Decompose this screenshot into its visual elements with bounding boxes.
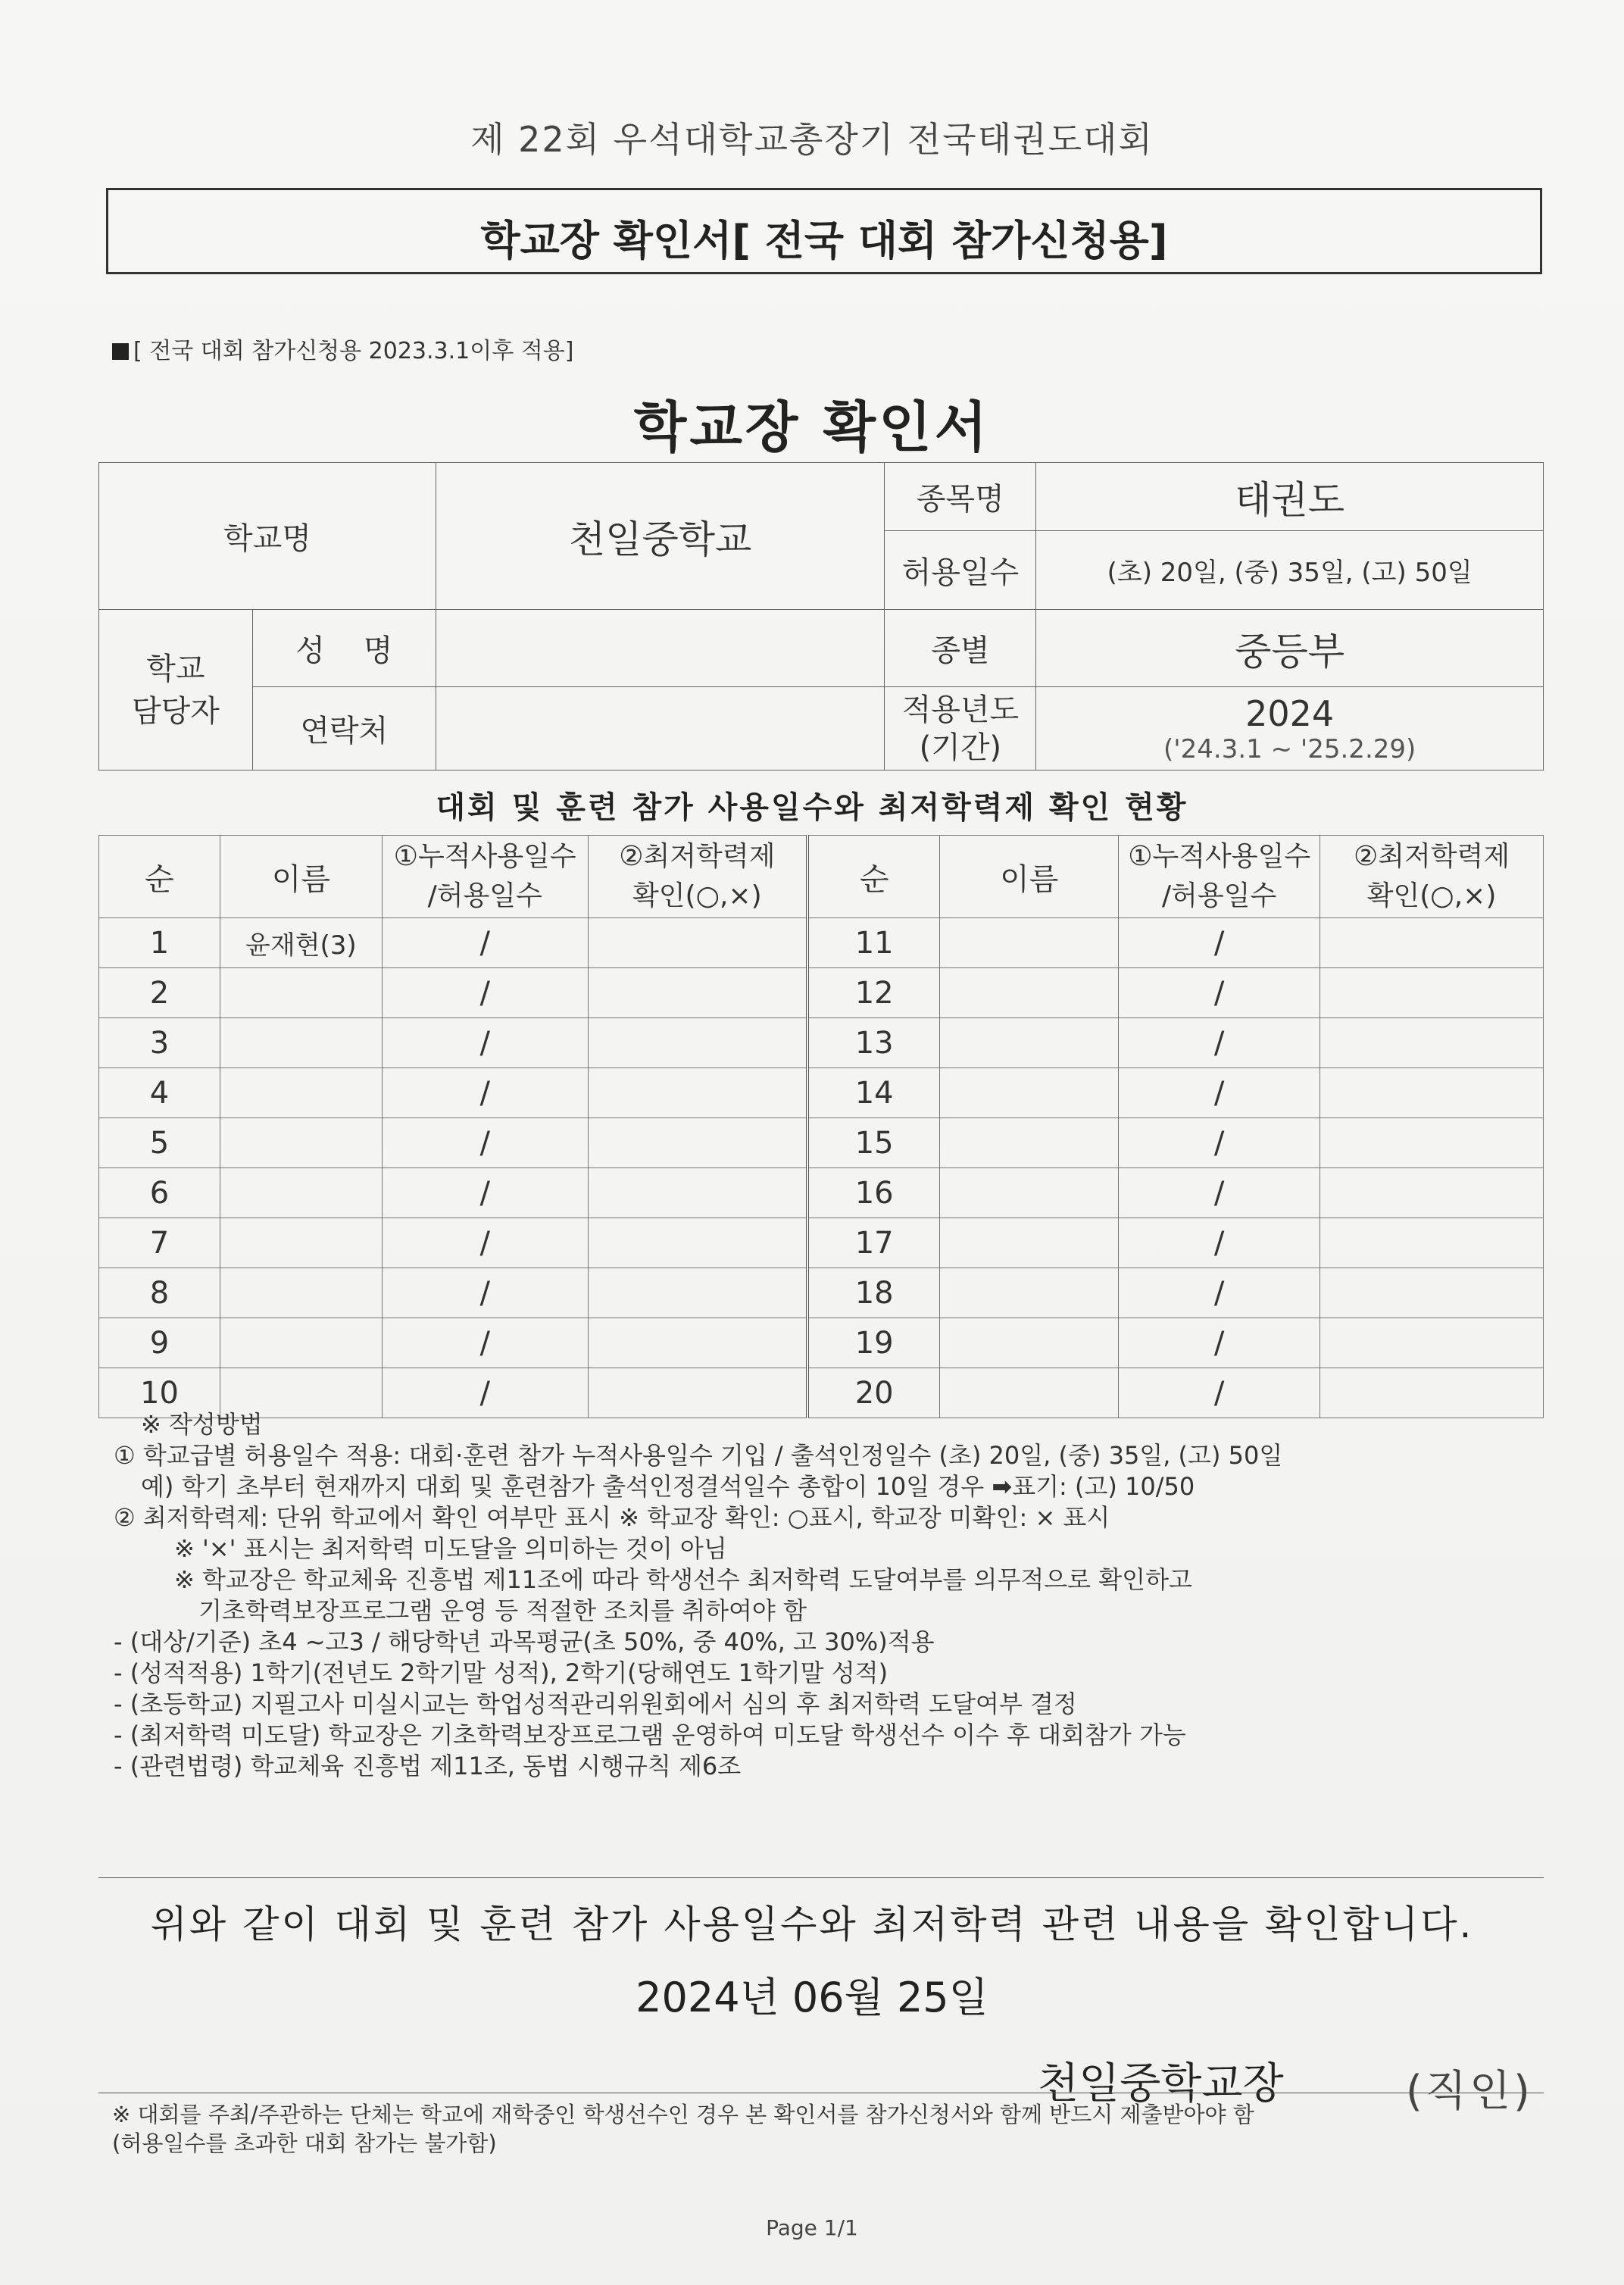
table-row [99,1118,1544,1168]
allowed-days-label: 허용일수 [885,531,1036,610]
row-no: 9 [99,1318,220,1368]
row-academic[interactable] [588,1068,807,1118]
row-academic-right[interactable] [1320,1068,1544,1118]
header-days: ①누적사용일수 /허용일수 [382,836,588,918]
header-days-right: ①누적사용일수 /허용일수 [1119,836,1320,918]
row-academic[interactable] [588,1018,807,1068]
row-days-right[interactable]: / [1119,1368,1320,1418]
row-name[interactable] [220,1118,382,1168]
row-name-right[interactable] [940,1118,1119,1168]
method-dash-1: - (대상/기준) 초4 ~고3 / 해당학년 과목평균(초 50%, 중 40%, 고 30%)적용 [114,1627,935,1656]
row-days-right[interactable]: / [1119,1168,1320,1218]
row-academic[interactable] [588,968,807,1018]
row-days[interactable]: / [382,968,588,1018]
row-academic-right[interactable] [1320,1118,1544,1168]
school-name-label: 학교명 [99,463,436,610]
row-days[interactable]: / [382,1318,588,1368]
row-name-right[interactable] [940,1018,1119,1068]
row-academic[interactable] [588,1268,807,1318]
method-dash-3: - (초등학교) 지필고사 미실시교는 학업성적관리위원회에서 심의 후 최저학력 도달여부 결정 [114,1690,1077,1718]
method-dash-5: - (관련법령) 학교체육 진흥법 제11조, 동법 시행규칙 제6조 [114,1752,742,1780]
manager-name-label: 성 명 [252,610,436,687]
year-value: 2024 [1245,692,1335,734]
row-no-right: 11 [807,918,940,968]
row-academic[interactable] [588,1168,807,1218]
year-period: ('24.3.1 ~ '25.2.29) [1163,733,1416,764]
division-value: 중등부 [1036,610,1544,687]
row-no: 10 [99,1368,220,1418]
manager-contact-label: 연락처 [252,687,436,771]
table-row [99,918,1544,968]
table-row [99,1268,1544,1318]
square-bullet-icon [112,343,129,360]
row-no: 3 [99,1018,220,1068]
row-no: 6 [99,1168,220,1218]
header-academic-right: ②최저학력제 확인(○,×) [1320,836,1544,918]
row-name[interactable] [220,968,382,1018]
applicability-notice [112,332,573,365]
row-days-right[interactable]: / [1119,918,1320,968]
row-no-right: 15 [807,1118,940,1168]
school-info-table [98,462,1544,771]
page-number: Page 1/1 [766,2215,858,2240]
row-days-right[interactable]: / [1119,1268,1320,1318]
roster-header-row [99,836,1544,918]
header-name-right: 이름 [940,836,1119,918]
header-no-right: 순 [807,836,940,918]
confirmation-statement: 위와 같이 대회 및 훈련 참가 사용일수와 최저학력 관련 내용을 확인합니다. [150,1902,1474,1946]
header-academic: ②최저학력제 확인(○,×) [588,836,807,918]
row-academic[interactable] [588,918,807,968]
sport-value: 태권도 [1036,463,1544,531]
row-name[interactable] [220,1168,382,1218]
table-row [99,1068,1544,1118]
row-academic[interactable] [588,1118,807,1168]
row-academic-right[interactable] [1320,1318,1544,1368]
roster-table [98,835,1544,1418]
method-dash-2: - (성적적용) 1학기(전년도 2학기말 성적), 2학기(당해연도 1학기말 성적) [114,1658,889,1687]
row-academic[interactable] [588,1218,807,1268]
sport-label: 종목명 [885,463,1036,531]
manager-label: 학교 담당자 [99,610,253,771]
header-box-title: 학교장 확인서[ 전국 대회 참가신청용] [480,217,1168,264]
row-no-right: 16 [807,1168,940,1218]
division-label: 종별 [885,610,1036,687]
row-no-right: 19 [807,1318,940,1368]
row-no: 1 [99,918,220,968]
principal-name: 천일중학교장 [1038,2059,1284,2108]
row-days[interactable]: / [382,1068,588,1118]
table-row [99,968,1544,1018]
row-name[interactable] [220,1018,382,1068]
row-academic-right[interactable] [1320,918,1544,968]
row-days[interactable]: / [382,1118,588,1168]
row-no-right: 17 [807,1218,940,1268]
row-no: 8 [99,1268,220,1318]
row-no: 5 [99,1118,220,1168]
table-subtitle: 대회 및 훈련 참가 사용일수와 최저학력제 확인 현황 [436,790,1188,825]
confirmation-date: 2024년 06월 25일 [636,1974,988,2021]
row-name-right[interactable] [940,1318,1119,1368]
allowed-days-value: (초) 20일, (중) 35일, (고) 50일 [1036,531,1544,610]
method-example-text: 예) 학기 초부터 현재까지 대회 및 훈련참가 출석인정결석일수 총합이 10일 경우 [141,1472,985,1501]
table-row [99,1018,1544,1068]
row-name[interactable] [220,1218,382,1268]
row-no: 2 [99,968,220,1018]
row-days[interactable]: / [382,1368,588,1418]
row-academic-right[interactable] [1320,1218,1544,1268]
table-row [99,1318,1544,1368]
method-item-1-example [114,1471,1553,1502]
footnote-line-1: ※ 대회를 주최/주관하는 단체는 학교에 재학중인 학생선수인 경우 본 확인서를 참가신청서와 함께 반드시 제출받아야 함 [112,2102,1254,2127]
footnote [112,2100,1254,2158]
row-name-right[interactable] [940,1218,1119,1268]
method-item-1: ① 학교급별 허용일수 적용: 대회·훈련 참가 누적사용일수 기입 / 출석인정일수 (초) 20일, (중) 35일, (고) 50일 [114,1441,1283,1470]
row-name[interactable]: 윤재현(3) [220,918,382,968]
table-row [99,1168,1544,1218]
row-days[interactable]: / [382,1018,588,1068]
writing-instructions [114,1409,1553,1782]
row-no-right: 18 [807,1268,940,1318]
notice-text: [ 전국 대회 참가신청용 2023.3.1이후 적용] [133,338,574,364]
row-no-right: 20 [807,1368,940,1418]
row-no: 7 [99,1218,220,1268]
competition-title: 제 22회 우석대학교총장기 전국태권도대회 [470,119,1154,160]
row-no: 4 [99,1068,220,1118]
row-name-right[interactable] [940,918,1119,968]
row-name[interactable] [220,1268,382,1318]
row-no-right: 13 [807,1018,940,1068]
year-label: 적용년도 (기간) [885,687,1036,771]
row-days-right[interactable]: / [1119,1118,1320,1168]
row-days-right[interactable]: / [1119,1318,1320,1368]
right-arrow-icon: ➡ [992,1472,1013,1501]
header-no: 순 [99,836,220,918]
year-cell [1036,687,1544,771]
document-title: 학교장 확인서 [633,395,991,459]
row-no-right: 14 [807,1068,940,1118]
divider [98,1877,1544,1878]
row-name[interactable] [220,1068,382,1118]
row-no-right: 12 [807,968,940,1018]
method-example-tail: 표기: (고) 10/50 [1012,1472,1195,1501]
header-box [106,188,1542,274]
row-academic-right[interactable] [1320,1018,1544,1068]
footnote-line-2: (허용일수를 초과한 대회 참가는 불가함) [112,2130,497,2156]
school-name-value: 천일중학교 [436,463,885,610]
table-row [99,1218,1544,1268]
row-academic-right[interactable] [1320,968,1544,1018]
method-item-2: ② 최저학력제: 단위 학교에서 확인 여부만 표시 ※ 학교장 확인: ○표시, 학교장 미확인: × 표시 [114,1503,1110,1532]
method-dash-4: - (최저학력 미도달) 학교장은 기초학력보장프로그램 운영하여 미도달 학생선수 이수 후 대회참가 가능 [114,1721,1186,1749]
row-name-right[interactable] [940,1068,1119,1118]
row-days-right[interactable]: / [1119,968,1320,1018]
row-academic-right[interactable] [1320,1168,1544,1218]
row-days[interactable]: / [382,1268,588,1318]
row-name-right[interactable] [940,968,1119,1018]
row-days[interactable]: / [382,1168,588,1218]
method-note-1: ※ '×' 표시는 최저학력 미도달을 의미하는 것이 아님 [174,1534,727,1563]
row-name-right[interactable] [940,1168,1119,1218]
manager-contact-value[interactable] [436,687,885,771]
row-name-right[interactable] [940,1268,1119,1318]
row-days[interactable]: / [382,918,588,968]
row-name[interactable] [220,1318,382,1368]
row-days-right[interactable]: / [1119,1068,1320,1118]
method-title: ※ 작성방법 [141,1410,263,1439]
official-seal-placeholder: (직인) [1406,2067,1533,2116]
method-note-2-cont: 기초학력보장프로그램 운영 등 적절한 조치를 취하여야 함 [198,1596,807,1625]
manager-name-value[interactable] [436,610,885,687]
row-days-right[interactable]: / [1119,1218,1320,1268]
row-academic-right[interactable] [1320,1268,1544,1318]
row-days[interactable]: / [382,1218,588,1268]
row-days-right[interactable]: / [1119,1018,1320,1068]
header-name: 이름 [220,836,382,918]
row-academic[interactable] [588,1318,807,1368]
method-note-2: ※ 학교장은 학교체육 진흥법 제11조에 따라 학생선수 최저학력 도달여부를 의무적으로 확인하고 [174,1565,1192,1594]
